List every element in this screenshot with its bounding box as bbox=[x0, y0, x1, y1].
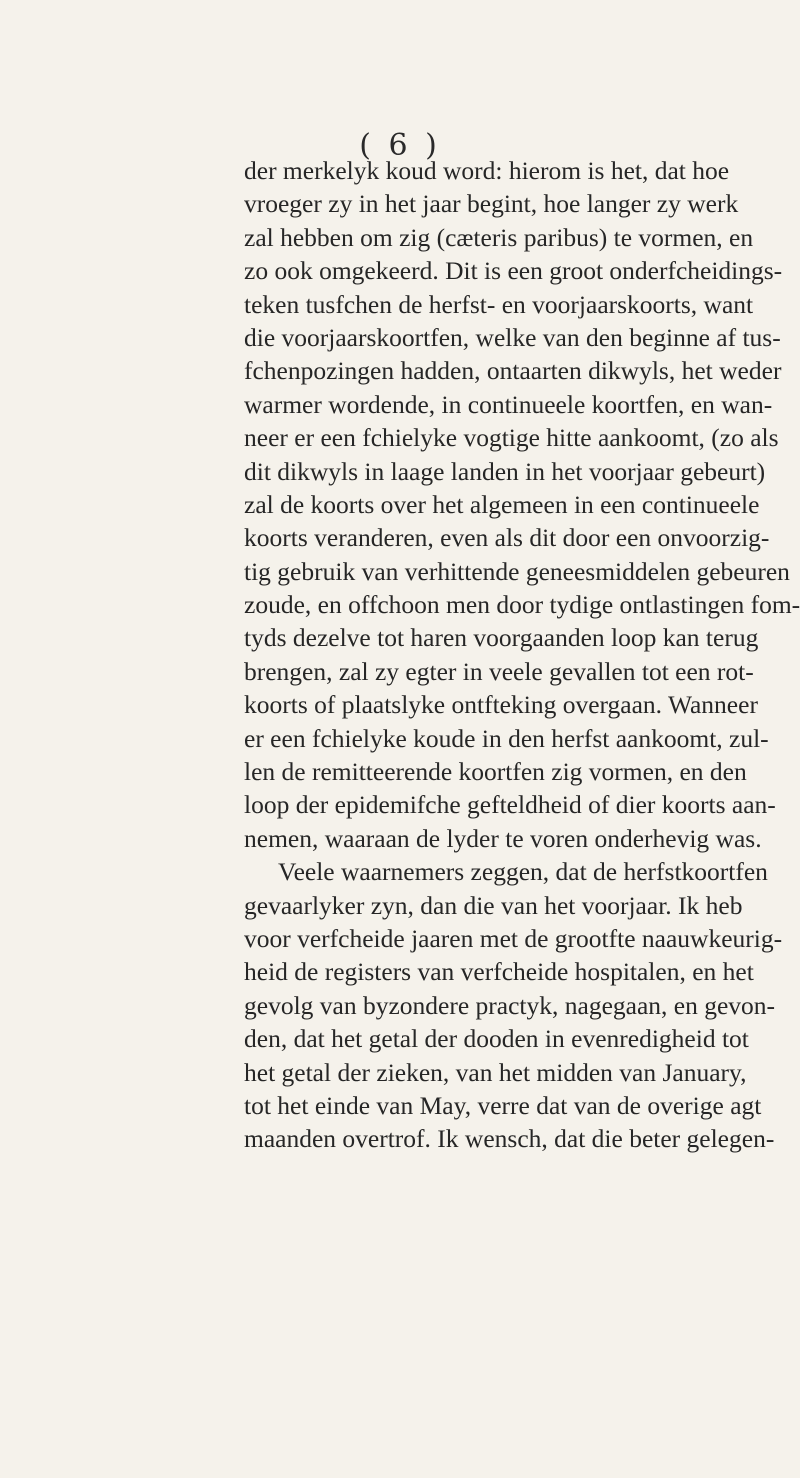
text-line: tot het einde van May, verre dat van de overige agt bbox=[244, 1090, 762, 1120]
text-line: vroeger zy in het jaar begint, hoe langer zy werk bbox=[244, 189, 739, 219]
text-line: koorts of plaatslyke ontfteking overgaan. Wanneer bbox=[244, 690, 758, 720]
text-line: heid de registers van verfcheide hospitalen, en het bbox=[244, 957, 754, 987]
text-line: tyds dezelve tot haren voorgaanden loop kan terug bbox=[244, 623, 759, 653]
text-line: fchenpozingen hadden, ontaarten dikwyls, het weder bbox=[244, 356, 782, 386]
text-line: der merkelyk koud word: hierom is het, dat hoe bbox=[244, 156, 730, 185]
text-line: maanden overtrof. Ik wensch, dat die beter gelegen- bbox=[244, 1124, 775, 1154]
text-line: neer er een fchielyke vogtige hitte aankoomt, (zo als bbox=[244, 423, 779, 453]
text-line: die voorjaarskoortfen, welke van den beginne af tus- bbox=[244, 322, 781, 352]
text-line: dit dikwyls in laage landen in het voorjaar gebeurt) bbox=[244, 456, 766, 486]
text-line: brengen, zal zy egter in veele gevallen tot een rot- bbox=[244, 656, 754, 686]
text-line: len de remitteerende koortfen zig vormen, en den bbox=[244, 757, 747, 787]
text-line: voor verfcheide jaaren met de grootfte naauwkeurig- bbox=[244, 923, 783, 953]
text-line: zal de koorts over het algemeen in een continueele bbox=[244, 489, 760, 519]
text-line: er een fchielyke koude in den herfst aankoomt, zul- bbox=[244, 723, 769, 753]
text-line: loop der epidemifche gefteldheid of dier koorts aan- bbox=[244, 790, 776, 820]
page-number: ( 6 ) bbox=[359, 128, 441, 163]
body-text bbox=[244, 154, 800, 1156]
text-line: gevaarlyker zyn, dan die van het voorjaar. Ik heb bbox=[244, 890, 743, 920]
text-line: teken tusfchen de herfst- en voorjaarskoorts, want bbox=[244, 289, 754, 319]
text-line: zal hebben om zig (cæteris paribus) te vormen, en bbox=[244, 222, 754, 252]
text-line: koorts veranderen, even als dit door een onvoorzig- bbox=[244, 523, 770, 553]
text-line: zo ook omgekeerd. Dit is een groot onderfcheidings- bbox=[244, 256, 783, 286]
text-line: warmer wordende, in continueele koortfen, en wan- bbox=[244, 389, 773, 419]
text-line: gevolg van byzondere practyk, nagegaan, en gevon- bbox=[244, 990, 776, 1020]
text-line: het getal der zieken, van het midden van January, bbox=[244, 1057, 747, 1087]
text-line: nemen, waaraan de lyder te voren onderhevig was. bbox=[244, 823, 762, 853]
text-line: tig gebruik van verhittende geneesmiddelen gebeuren bbox=[244, 556, 790, 586]
text-line: den, dat het getal der dooden in evenredigheid tot bbox=[244, 1024, 749, 1054]
text-line: zoude, en offchoon men door tydige ontlastingen fom- bbox=[244, 590, 800, 620]
text-line: Veele waarnemers zeggen, dat de herfstkoortfen bbox=[278, 857, 768, 887]
